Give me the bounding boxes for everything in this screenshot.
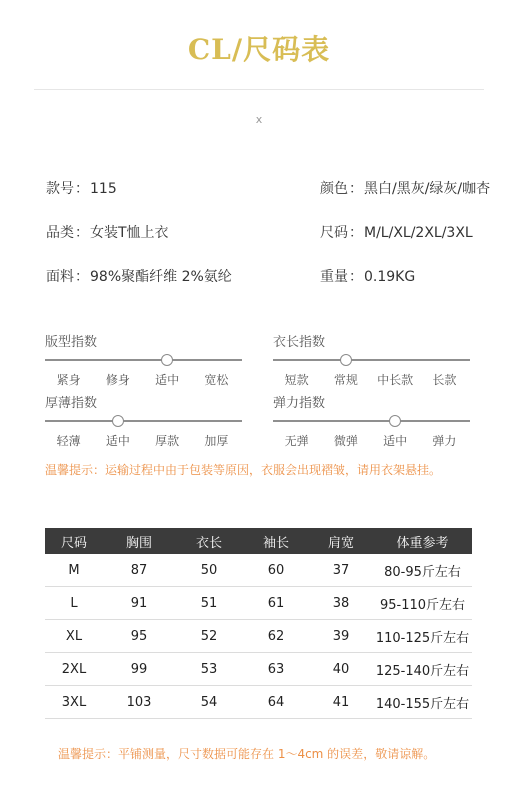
size-table — [45, 528, 472, 719]
index-options — [273, 432, 470, 452]
info-fabric: 面料：98%聚酯纤维 2%氨纶 — [46, 269, 232, 285]
index-option: 适中 — [155, 373, 180, 387]
info-style-no: 款号：115 — [46, 181, 117, 197]
table-cell: 62 — [243, 620, 309, 653]
index-options — [273, 371, 470, 391]
table-cell: 103 — [103, 686, 175, 719]
table-cell: 110-125斤左右 — [373, 620, 472, 653]
info-value: 女装T恤上衣 — [90, 225, 169, 241]
table-header-row — [45, 528, 472, 554]
table-cell: 41 — [309, 686, 373, 719]
column-header: 体重参考 — [373, 528, 472, 554]
index-option: 厚款 — [155, 434, 180, 448]
index-title: 弹力指数 — [273, 396, 326, 411]
page-title: CL/尺码表 — [187, 33, 331, 66]
close-icon[interactable]: x — [255, 113, 263, 126]
index-line — [45, 359, 242, 361]
table-row — [45, 653, 472, 686]
index-option: 长款 — [432, 373, 457, 387]
table-cell: 53 — [175, 653, 243, 686]
info-value: 0.19KG — [364, 269, 416, 285]
table-row — [45, 620, 472, 653]
column-header: 肩宽 — [309, 528, 373, 554]
info-color: 颜色：黑白/黑灰/绿灰/咖杏 — [320, 181, 491, 197]
index-option: 适中 — [383, 434, 408, 448]
table-cell: 63 — [243, 653, 309, 686]
index-knob — [340, 354, 352, 366]
index-title: 版型指数 — [45, 335, 98, 350]
index-option: 常规 — [333, 373, 358, 387]
table-cell: 80-95斤左右 — [373, 554, 472, 587]
index-track — [45, 414, 242, 428]
index-line — [273, 420, 470, 422]
index-option: 中长款 — [377, 373, 414, 387]
table-cell: 99 — [103, 653, 175, 686]
info-label: 尺码 — [320, 225, 348, 241]
index-option: 无弹 — [284, 434, 309, 448]
table-cell: 125-140斤左右 — [373, 653, 472, 686]
index-title: 衣长指数 — [273, 335, 326, 350]
shipping-tip: 温馨提示：运输过程中由于包装等原因，衣服会出现褶皱，请用衣架悬挂。 — [45, 463, 442, 477]
title-divider — [34, 89, 484, 90]
info-label: 款号 — [46, 181, 74, 197]
info-label: 品类 — [46, 225, 74, 241]
length-index — [273, 334, 470, 391]
index-options — [45, 371, 242, 391]
table-cell: 3XL — [45, 686, 103, 719]
index-track — [273, 414, 470, 428]
column-header: 尺码 — [45, 528, 103, 554]
table-cell: 91 — [103, 587, 175, 620]
table-row — [45, 587, 472, 620]
table-cell: 61 — [243, 587, 309, 620]
table-cell: 54 — [175, 686, 243, 719]
table-cell: 60 — [243, 554, 309, 587]
column-header: 衣长 — [175, 528, 243, 554]
info-weight: 重量：0.19KG — [320, 269, 416, 285]
table-cell: 2XL — [45, 653, 103, 686]
info-size: 尺码：M/L/XL/2XL/3XL — [320, 225, 473, 241]
column-header: 袖长 — [243, 528, 309, 554]
info-label: 颜色 — [320, 181, 348, 197]
table-cell: 51 — [175, 587, 243, 620]
table-cell: 95-110斤左右 — [373, 587, 472, 620]
index-option: 轻薄 — [56, 434, 81, 448]
info-category: 品类：女装T恤上衣 — [46, 225, 169, 241]
fit-index — [45, 334, 242, 391]
index-option: 宽松 — [204, 373, 229, 387]
table-cell: XL — [45, 620, 103, 653]
elasticity-index — [273, 395, 470, 452]
index-option: 加厚 — [204, 434, 229, 448]
table-cell: 87 — [103, 554, 175, 587]
table-body — [45, 554, 472, 719]
info-value: M/L/XL/2XL/3XL — [364, 225, 473, 241]
table-cell: M — [45, 554, 103, 587]
index-knob — [112, 415, 124, 427]
info-value: 黑白/黑灰/绿灰/咖杏 — [364, 181, 491, 197]
table-cell: 37 — [309, 554, 373, 587]
info-label: 面料 — [46, 269, 74, 285]
thickness-index — [45, 395, 242, 452]
index-line — [45, 420, 242, 422]
table-cell: 52 — [175, 620, 243, 653]
measurement-tip: 温馨提示：平铺测量，尺寸数据可能存在 1～4cm 的误差，敬请谅解。 — [58, 747, 436, 761]
index-option: 短款 — [284, 373, 309, 387]
index-knob — [161, 354, 173, 366]
table-cell: 50 — [175, 554, 243, 587]
column-header: 胸围 — [103, 528, 175, 554]
index-option: 修身 — [105, 373, 130, 387]
table-cell: 40 — [309, 653, 373, 686]
index-knob — [389, 415, 401, 427]
index-option: 紧身 — [56, 373, 81, 387]
index-title: 厚薄指数 — [45, 396, 98, 411]
index-option: 适中 — [105, 434, 130, 448]
table-cell: L — [45, 587, 103, 620]
table-row — [45, 686, 472, 719]
index-options — [45, 432, 242, 452]
index-line — [273, 359, 470, 361]
table-cell: 38 — [309, 587, 373, 620]
table-cell: 39 — [309, 620, 373, 653]
info-value: 98%聚酯纤维 2%氨纶 — [90, 269, 232, 285]
table-cell: 95 — [103, 620, 175, 653]
info-value: 115 — [90, 181, 117, 197]
index-option: 弹力 — [432, 434, 457, 448]
info-label: 重量 — [320, 269, 348, 285]
index-track — [273, 353, 470, 367]
table-cell: 64 — [243, 686, 309, 719]
table-row — [45, 554, 472, 587]
index-track — [45, 353, 242, 367]
table-cell: 140-155斤左右 — [373, 686, 472, 719]
index-option: 微弹 — [333, 434, 358, 448]
